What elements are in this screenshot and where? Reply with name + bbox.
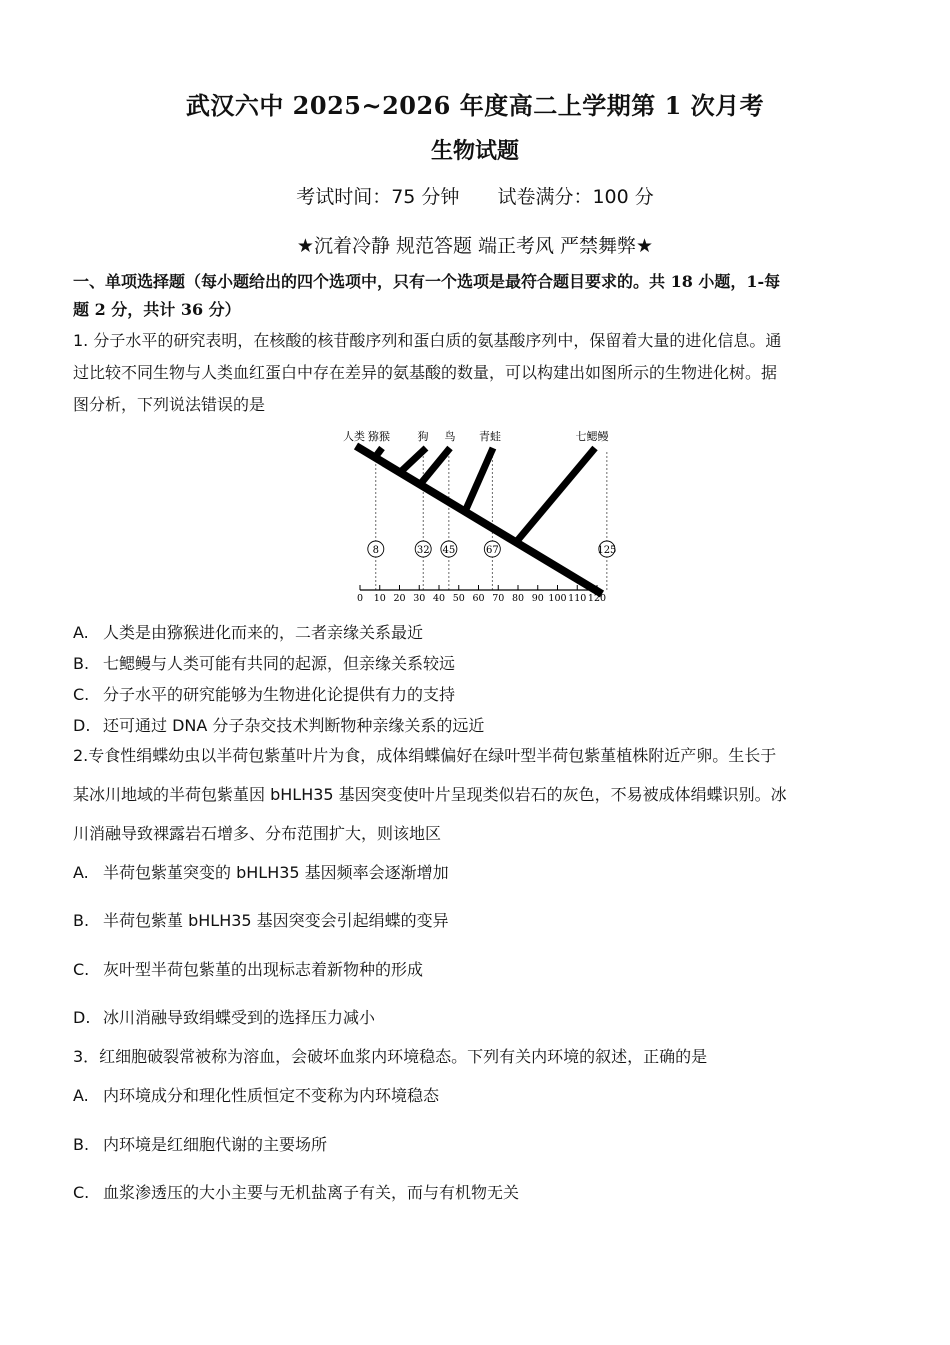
- tree-branch: [516, 448, 595, 542]
- section-heading-line-1: 一、单项选择题（每小题给出的四个选项中，只有一个选项是最符合题目要求的。共 18 小题，1-每: [73, 272, 781, 291]
- q2-option-d[interactable]: [73, 1005, 375, 1028]
- tree-branch: [465, 448, 493, 512]
- section-heading-line-2: 题 2 分，共计 36 分）: [73, 300, 241, 319]
- taxon-label: 七鳃鳗: [575, 430, 609, 443]
- q2-option-c[interactable]: [73, 957, 423, 980]
- option-label: B.: [73, 1135, 90, 1154]
- x-tick-label: 60: [472, 593, 485, 604]
- q2-stem-line-2: 某冰川地域的半荷包紫堇因 bHLH35 基因突变使叶片呈现类似岩石的灰色，不易被成体绢蝶识别。冰: [73, 785, 787, 804]
- q2-stem-line-1: 2.专食性绢蝶幼虫以半荷包紫堇叶片为食，成体绢蝶偏好在绿叶型半荷包紫堇植株附近产卵。生长于: [73, 746, 777, 765]
- subject-title: 生物试题: [430, 138, 519, 164]
- q2-option-b[interactable]: [73, 908, 449, 931]
- tree-branch: [400, 448, 426, 472]
- value-label: 8: [372, 545, 379, 556]
- taxon-label: 青蛙: [479, 430, 501, 443]
- exam-score: 试卷满分：100 分: [497, 186, 654, 208]
- x-tick-label: 80: [511, 593, 525, 604]
- x-tick-label: 40: [432, 593, 446, 604]
- exam-title: 武汉六中 2025~2026 年度高二上学期第 1 次月考: [185, 91, 765, 120]
- exam-meta: [0, 182, 950, 209]
- option-label: A.: [73, 863, 89, 882]
- x-tick-label: 50: [452, 593, 465, 604]
- value-label: 125: [597, 545, 617, 556]
- option-text: 半荷包紫堇 bHLH35 基因突变会引起绢蝶的变异: [103, 911, 449, 930]
- taxon-label: 鸟: [444, 430, 456, 443]
- q1-stem-line-3: 图分析，下列说法错误的是: [73, 395, 266, 414]
- option-text: 内环境是红细胞代谢的主要场所: [103, 1135, 328, 1154]
- x-tick-label: 30: [413, 593, 426, 604]
- option-label: B.: [73, 654, 90, 673]
- value-label: 32: [416, 545, 430, 556]
- q1-option-b[interactable]: [73, 651, 455, 674]
- value-label: 45: [442, 545, 456, 556]
- option-text: 分子水平的研究能够为生物进化论提供有力的支持: [103, 685, 456, 704]
- option-label: C.: [73, 960, 90, 979]
- q1-option-c[interactable]: [73, 682, 455, 705]
- q3-option-c[interactable]: [73, 1180, 519, 1203]
- exam-time: 考试时间：75 分钟: [296, 186, 460, 208]
- q1-option-a[interactable]: [73, 620, 423, 643]
- taxon-label: 狗: [417, 430, 429, 443]
- q1-option-d[interactable]: [73, 713, 484, 736]
- taxon-label: 人类: [343, 430, 365, 443]
- taxon-label: 猕猴: [368, 430, 390, 443]
- evolution-tree-figure: [330, 424, 630, 614]
- option-text: 还可通过 DNA 分子杂交技术判断物种亲缘关系的远近: [103, 716, 485, 735]
- value-label: 67: [485, 545, 499, 556]
- option-text: 七鳃鳗与人类可能有共同的起源，但亲缘关系较远: [103, 654, 456, 673]
- tree-trunk: [356, 446, 602, 594]
- section-heading: [73, 268, 888, 324]
- option-label: B.: [73, 911, 90, 930]
- tree-branch: [375, 448, 382, 457]
- q1-stem-line-2: 过比较不同生物与人类血红蛋白中存在差异的氨基酸的数量，可以构建出如图所示的生物进化树。据: [73, 363, 778, 382]
- q3-stem-line-1: 3．红细胞破裂常被称为溶血，会破坏血浆内环境稳态。下列有关内环境的叙述，正确的是: [73, 1047, 708, 1066]
- option-text: 半荷包紫堇突变的 bHLH35 基因频率会逐渐增加: [103, 863, 449, 882]
- x-tick-label: 120: [587, 593, 607, 604]
- exam-motto: ★沉着冷静 规范答题 端正考风 严禁舞弊★: [296, 235, 654, 257]
- option-text: 内环境成分和理化性质恒定不变称为内环境稳态: [103, 1086, 440, 1105]
- q3-option-b[interactable]: [73, 1132, 327, 1155]
- x-tick-label: 70: [492, 593, 505, 604]
- option-text: 冰川消融导致绢蝶受到的选择压力减小: [103, 1008, 376, 1027]
- q1-stem-line-1: 1. 分子水平的研究表明，在核酸的核苷酸序列和蛋白质的氨基酸序列中，保留着大量的进化信息。通: [73, 331, 782, 350]
- option-label: C.: [73, 685, 90, 704]
- option-label: C.: [73, 1183, 90, 1202]
- option-text: 人类是由猕猴进化而来的，二者亲缘关系最近: [103, 623, 424, 642]
- option-label: A.: [73, 1086, 89, 1105]
- x-tick-label: 10: [373, 593, 386, 604]
- option-text: 灰叶型半荷包紫堇的出现标志着新物种的形成: [103, 960, 424, 979]
- option-text: 血浆渗透压的大小主要与无机盐离子有关，而与有机物无关: [103, 1183, 520, 1202]
- q2-option-a[interactable]: [73, 860, 449, 883]
- option-label: D.: [73, 1008, 91, 1027]
- option-label: A.: [73, 623, 89, 642]
- option-label: D.: [73, 716, 91, 735]
- x-tick-label: 0: [356, 593, 364, 604]
- x-tick-label: 110: [568, 593, 587, 604]
- x-tick-label: 100: [548, 593, 567, 604]
- q3-option-a[interactable]: [73, 1083, 439, 1106]
- x-tick-label: 20: [393, 593, 406, 604]
- q2-stem-line-3: 川消融导致裸露岩石增多、分布范围扩大，则该地区: [73, 824, 442, 843]
- x-tick-label: 90: [531, 593, 544, 604]
